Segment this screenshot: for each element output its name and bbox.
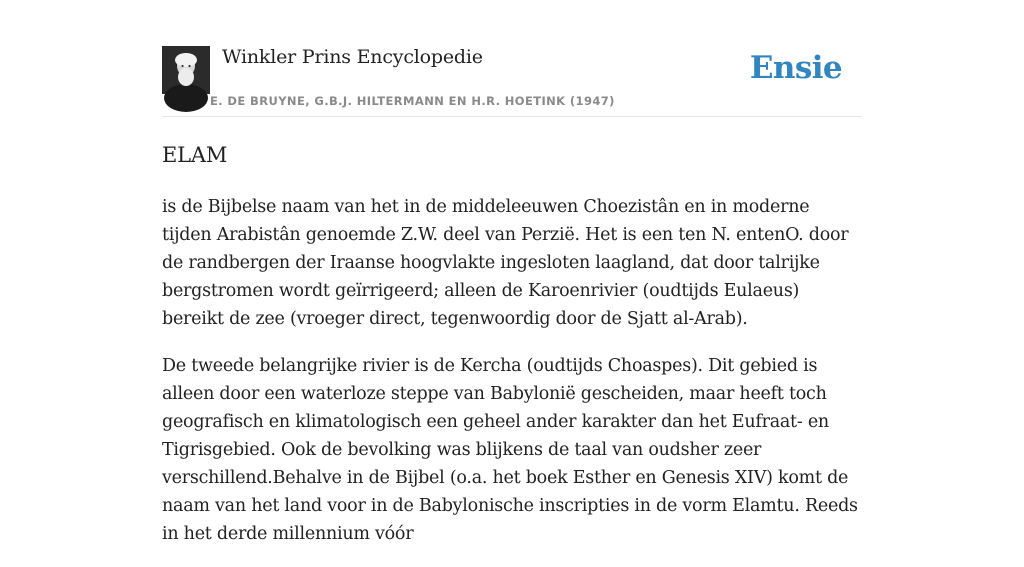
article-paragraph: is de Bijbelse naam van het in de middeleeuwen Choezistân en in moderne tijden Arabistân genoemde Z.W. deel van Perzië. Het is een ten N. entenO. door de randbergen der Iraanse hoogvlakte ingesloten laagland, dat door talrijke bergstromen wordt geïrrigeerd; alleen de Karoenrivier (oudtijds Eulaeus) bereikt de zee (vroeger direct, tegenwoordig door de Sjatt al-Arab). xyxy=(162,197,849,329)
brand-logo[interactable]: Ensie xyxy=(749,50,842,86)
article-paragraph: De tweede belangrijke rivier is de Kercha (oudtijds Choaspes). Dit gebied is alleen door een waterloze steppe van Babylonië gescheiden, maar heeft toch geografisch en klimatologisch een geheel ander karakter dan het Eufraat- en Tigrisgebied. Ook de bevolking was blijkens de taal van oudsher zeer verschillend.Behalve in de Bijbel (o.a. het boek Esther en Genesis XIV) komt de naam van het land voor in de Babylonische inscripties in de vorm Elamtu. Reeds in het derde millennium vóór xyxy=(162,356,858,544)
publication-title[interactable]: Winkler Prins Encyclopedie xyxy=(222,46,483,68)
author-avatar[interactable] xyxy=(162,46,210,94)
page-header xyxy=(162,44,862,117)
article-title: ELAM xyxy=(162,143,228,167)
authors-line: E. DE BRUYNE, G.B.J. HILTERMANN EN H.R. HOETINK (1947) xyxy=(210,94,615,108)
author-portrait-icon xyxy=(162,46,210,94)
article xyxy=(162,139,862,567)
